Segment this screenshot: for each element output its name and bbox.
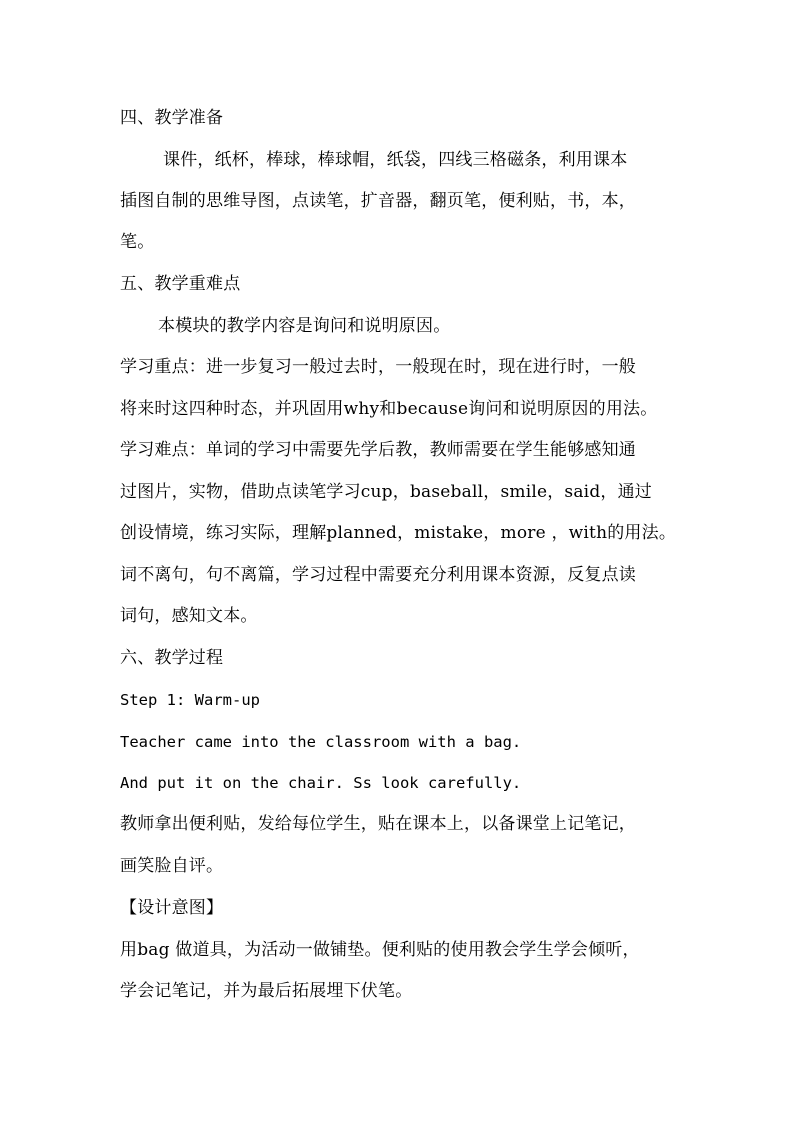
section-heading-key-points: 五、教学重难点 bbox=[120, 274, 241, 294]
paragraph-line: 学习难点：单词的学习中需要先学后教，教师需要在学生能够感知通 bbox=[120, 440, 636, 460]
paragraph-line: 教师拿出便利贴，发给每位学生，贴在课本上，以备课堂上记笔记， bbox=[120, 814, 636, 834]
step-title: Step 1: Warm-up bbox=[120, 691, 260, 709]
paragraph-line: 画笑脸自评。 bbox=[120, 856, 224, 876]
paragraph-line: 插图自制的思维导图，点读笔，扩音器，翻页笔，便利贴，书，本， bbox=[120, 191, 636, 211]
paragraph-line: 用bag 做道具，为活动一做铺垫。便利贴的使用教会学生学会倾听， bbox=[120, 940, 640, 960]
english-line: Teacher came into the classroom with a bag. bbox=[120, 733, 522, 751]
paragraph-line: 课件，纸杯，棒球，棒球帽，纸袋，四线三格磁条，利用课本 bbox=[163, 150, 628, 170]
paragraph-line: 笔。 bbox=[120, 232, 155, 252]
paragraph-line: 本模块的教学内容是询问和说明原因。 bbox=[158, 316, 451, 336]
section-heading-process: 六、教学过程 bbox=[120, 648, 224, 668]
english-line: And put it on the chair. Ss look carefully. bbox=[120, 774, 522, 792]
paragraph-line: 创设情境，练习实际，理解planned，mistake，more ，with的用法。 bbox=[120, 523, 677, 543]
paragraph-line: 学会记笔记，并为最后拓展埋下伏笔。 bbox=[120, 981, 413, 1001]
section-heading-design-intent: 【设计意图】 bbox=[120, 898, 224, 918]
paragraph-line: 词不离句，句不离篇，学习过程中需要充分利用课本资源，反复点读 bbox=[120, 565, 636, 585]
paragraph-line: 学习重点：进一步复习一般过去时，一般现在时，现在进行时，一般 bbox=[120, 357, 636, 377]
section-heading-preparation: 四、教学准备 bbox=[120, 108, 224, 128]
paragraph-line: 过图片，实物，借助点读笔学习cup，baseball，smile，said，通过 bbox=[120, 482, 653, 502]
paragraph-line: 将来时这四种时态，并巩固用why和because询问和说明原因的用法。 bbox=[120, 399, 658, 419]
paragraph-line: 词句，感知文本。 bbox=[120, 606, 258, 626]
